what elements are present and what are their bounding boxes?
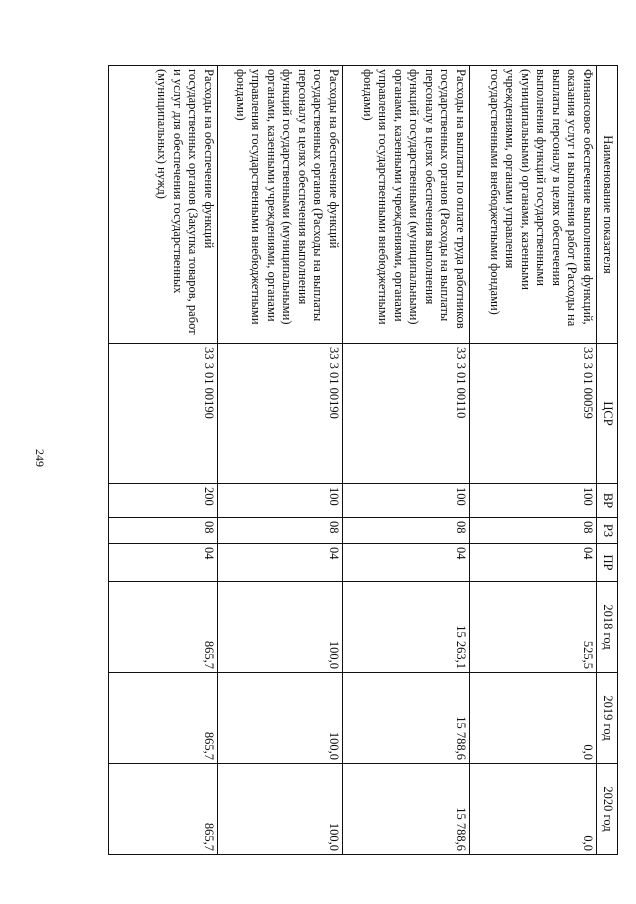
cell-2020: 865,7 — [109, 764, 218, 855]
cell-pr: 04 — [470, 544, 597, 582]
header-rz: РЗ — [597, 518, 618, 544]
header-csr: ЦСР — [597, 344, 618, 484]
cell-2020: 100,0 — [218, 764, 343, 855]
table-row — [218, 66, 343, 855]
cell-rz: 08 — [470, 518, 597, 544]
header-2019: 2019 год — [597, 673, 618, 764]
cell-pr: 04 — [109, 544, 218, 582]
cell-2019: 100,0 — [218, 673, 343, 764]
cell-2020: 15 788,6 — [343, 764, 470, 855]
cell-pr: 04 — [343, 544, 470, 582]
cell-2018: 15 263,1 — [343, 582, 470, 673]
cell-vr: 200 — [109, 484, 218, 518]
cell-rz: 08 — [343, 518, 470, 544]
cell-name: Финансовое обеспечение выполнения функций, оказания услуг и выполнения работ (Расходы на выплаты персоналу в целях обеспечения выполнения функций государственными (муниципальными) органами, казенными учреждениями, органами управления государственными внебюджетными фондами) — [470, 66, 597, 344]
cell-2019: 15 788,6 — [343, 673, 470, 764]
table-row — [109, 66, 218, 855]
cell-vr: 100 — [343, 484, 470, 518]
cell-rz: 08 — [218, 518, 343, 544]
header-pr: ПР — [597, 544, 618, 582]
cell-vr: 100 — [218, 484, 343, 518]
table-row — [470, 66, 597, 855]
cell-2018: 100,0 — [218, 582, 343, 673]
header-vr: ВР — [597, 484, 618, 518]
cell-rz: 08 — [109, 518, 218, 544]
header-2018: 2018 год — [597, 582, 618, 673]
cell-csr: 33 3 01 00110 — [343, 344, 470, 484]
cell-2019: 0,0 — [470, 673, 597, 764]
table-header-row — [597, 66, 618, 855]
cell-vr: 100 — [470, 484, 597, 518]
budget-table — [108, 65, 618, 855]
cell-2018: 525,5 — [470, 582, 597, 673]
cell-name: Расходы на выплаты по оплате труда работников государственных органов (Расходы на выплаты персоналу в целях обеспечения выполнения функций государственными (муниципальными) органами, казенными учреждениями, органами управления государственными внебюджетными фондами) — [343, 66, 470, 344]
cell-2019: 865,7 — [109, 673, 218, 764]
cell-csr: 33 3 01 00190 — [218, 344, 343, 484]
cell-2020: 0,0 — [470, 764, 597, 855]
header-2020: 2020 год — [597, 764, 618, 855]
table-row — [343, 66, 470, 855]
page-number: 249 — [33, 449, 47, 467]
cell-name: Расходы на обеспечение функций государственных органов (Расходы на выплаты персоналу в целях обеспечения выполнения функций государственными (муниципальными) органами, казенными учреждениями, органами управления государственными внебюджетными фондами) — [218, 66, 343, 344]
cell-pr: 04 — [218, 544, 343, 582]
cell-name: Расходы на обеспечение функций государственных органов (Закупка товаров, работ и услуг для обеспечения государственных (муниципальных) нужд) — [109, 66, 218, 344]
header-name: Наименование показателя — [597, 66, 618, 344]
cell-2018: 865,7 — [109, 582, 218, 673]
cell-csr: 33 3 01 00059 — [470, 344, 597, 484]
budget-table-container — [94, 65, 618, 855]
cell-csr: 33 3 01 00190 — [109, 344, 218, 484]
rotated-table-area — [94, 65, 618, 855]
